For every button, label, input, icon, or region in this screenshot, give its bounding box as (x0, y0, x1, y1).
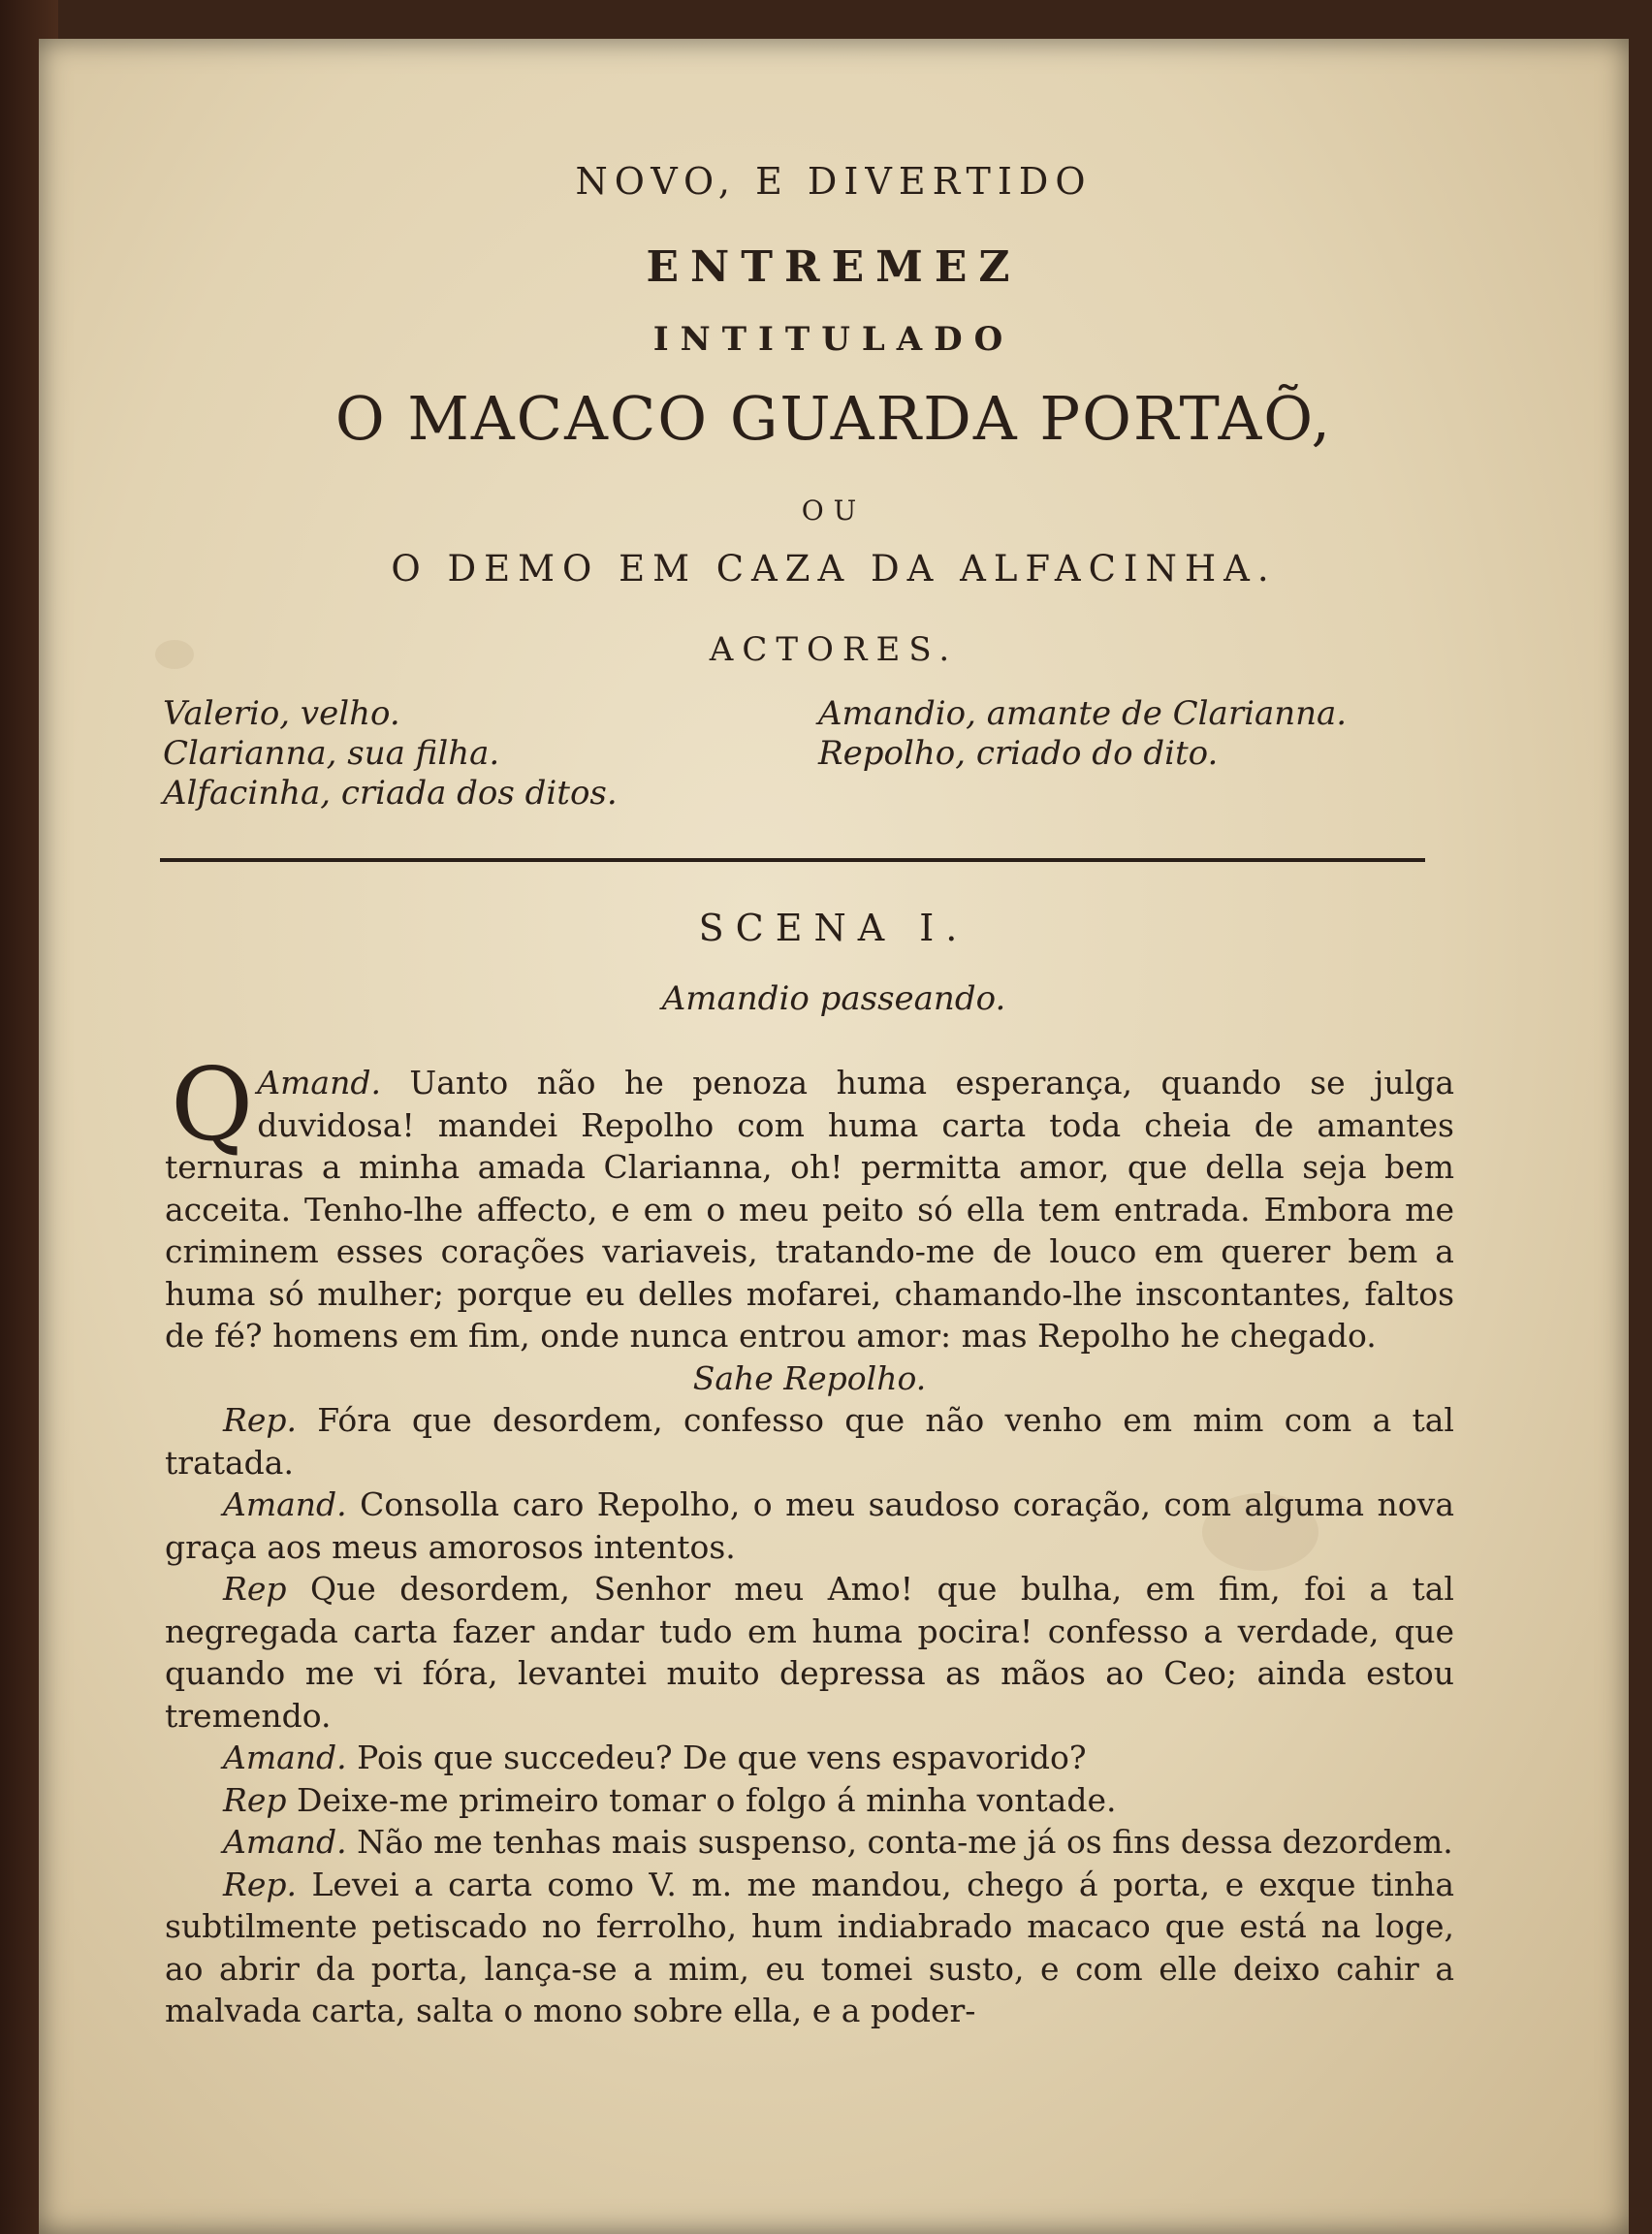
dialogue-paragraph (165, 1045, 1454, 1357)
title-line-3: INTITULADO (652, 320, 1015, 359)
drop-cap: Q (171, 1045, 254, 1164)
speaker-name: Amand. (223, 1823, 347, 1861)
dialogue-text: Levei a carta como V. m. me mandou, chego á porta, e exque tinha subtilmente petiscado no ferrolho, hum indiabrado macaco que está na loge, ao abrir da porta, lança-se a mim, eu tomei susto, e com elle deixo cahir a malvada carta, salta o mono sobre ella, e a poder- (165, 1865, 1454, 2029)
speaker-name: Amand. (223, 1739, 347, 1776)
dialogue-paragraph (165, 1864, 1454, 2032)
dialogue-body (165, 1045, 1454, 2032)
speaker-name: Rep (223, 1570, 287, 1608)
cast-entry: Repolho, criado do dito. (818, 734, 1219, 773)
main-title: O MACACO GUARDA PORTAÕ, (334, 383, 1333, 454)
dialogue-text: Não me tenhas mais suspenso, conta-me já os fins dessa dezordem. (357, 1823, 1453, 1861)
dialogue-text: Uanto não he penoza huma esperança, quando se julga duvidosa! mandei Repolho com huma carta toda cheia de amantes ternuras a minha amada Clarianna, oh! permitta amor, que della seja bem acceita. Tenho-lhe affecto, e em o meu peito só ella tem entrada. Embora me criminem esses corações variaveis, tratando-me de louco em querer bem a huma só mulher; porque eu delles mofarei, chamando-lhe inscontantes, faltos de fé? homens em fim, onde nunca entrou amor: mas Repolho he chegado. (165, 1064, 1454, 1355)
cast-entry: Valerio, velho. (163, 694, 400, 733)
title-line-2: ENTREMEZ (646, 242, 1022, 292)
dialogue-paragraph (165, 1399, 1454, 1484)
dialogue-paragraph (165, 1737, 1454, 1779)
cast-list-right (818, 694, 1347, 774)
dialogue-text: Deixe-me primeiro tomar o folgo á minha vontade. (297, 1780, 1117, 1819)
dialogue-paragraph (165, 1821, 1454, 1864)
speaker-name: Rep. (223, 1865, 297, 1903)
book-page (39, 39, 1629, 2234)
scene-title: SCENA I. (698, 907, 969, 949)
dialogue-text: Fóra que desordem, confesso que não venho em mim com a tal tratada. (165, 1401, 1454, 1482)
dialogue-text: Que desordem, Senhor meu Amo! que bulha, em fim, foi a tal negregada carta fazer andar tudo em huma pocira! confesso a verdade, que quando me vi fóra, levantei muito depressa as mãos ao Ceo; ainda estou tremendo. (165, 1570, 1454, 1735)
cast-entry: Alfacinha, criada dos ditos. (163, 774, 618, 813)
title-or: OU (801, 495, 867, 527)
actors-heading: ACTORES. (709, 630, 959, 669)
speaker-name: Amand. (223, 1485, 347, 1523)
dialogue-paragraph (165, 1484, 1454, 1568)
subtitle: O DEMO EM CAZA DA ALFACINHA. (391, 548, 1277, 590)
dialogue-text: Pois que succedeu? De que vens espavorido? (357, 1739, 1087, 1776)
dialogue-paragraph (165, 1779, 1454, 1822)
dialogue-paragraph (165, 1568, 1454, 1737)
speaker-name: Amand. (257, 1064, 381, 1101)
cast-entry: Amandio, amante de Clarianna. (818, 694, 1348, 733)
horizontal-rule (160, 858, 1425, 862)
stage-direction: Amandio passeando. (661, 979, 1006, 1018)
speaker-name: Rep. (223, 1401, 297, 1439)
speaker-name: Rep (223, 1780, 287, 1819)
title-line-1: NOVO, E DIVERTIDO (575, 160, 1093, 203)
stage-direction: Sahe Repolho. (692, 1358, 927, 1397)
cast-entry: Clarianna, sua filha. (163, 734, 500, 773)
cast-list-left (163, 694, 618, 814)
dialogue-text: Consolla caro Repolho, o meu saudoso coração, com alguma nova graça aos meus amorosos intentos. (165, 1485, 1454, 1566)
